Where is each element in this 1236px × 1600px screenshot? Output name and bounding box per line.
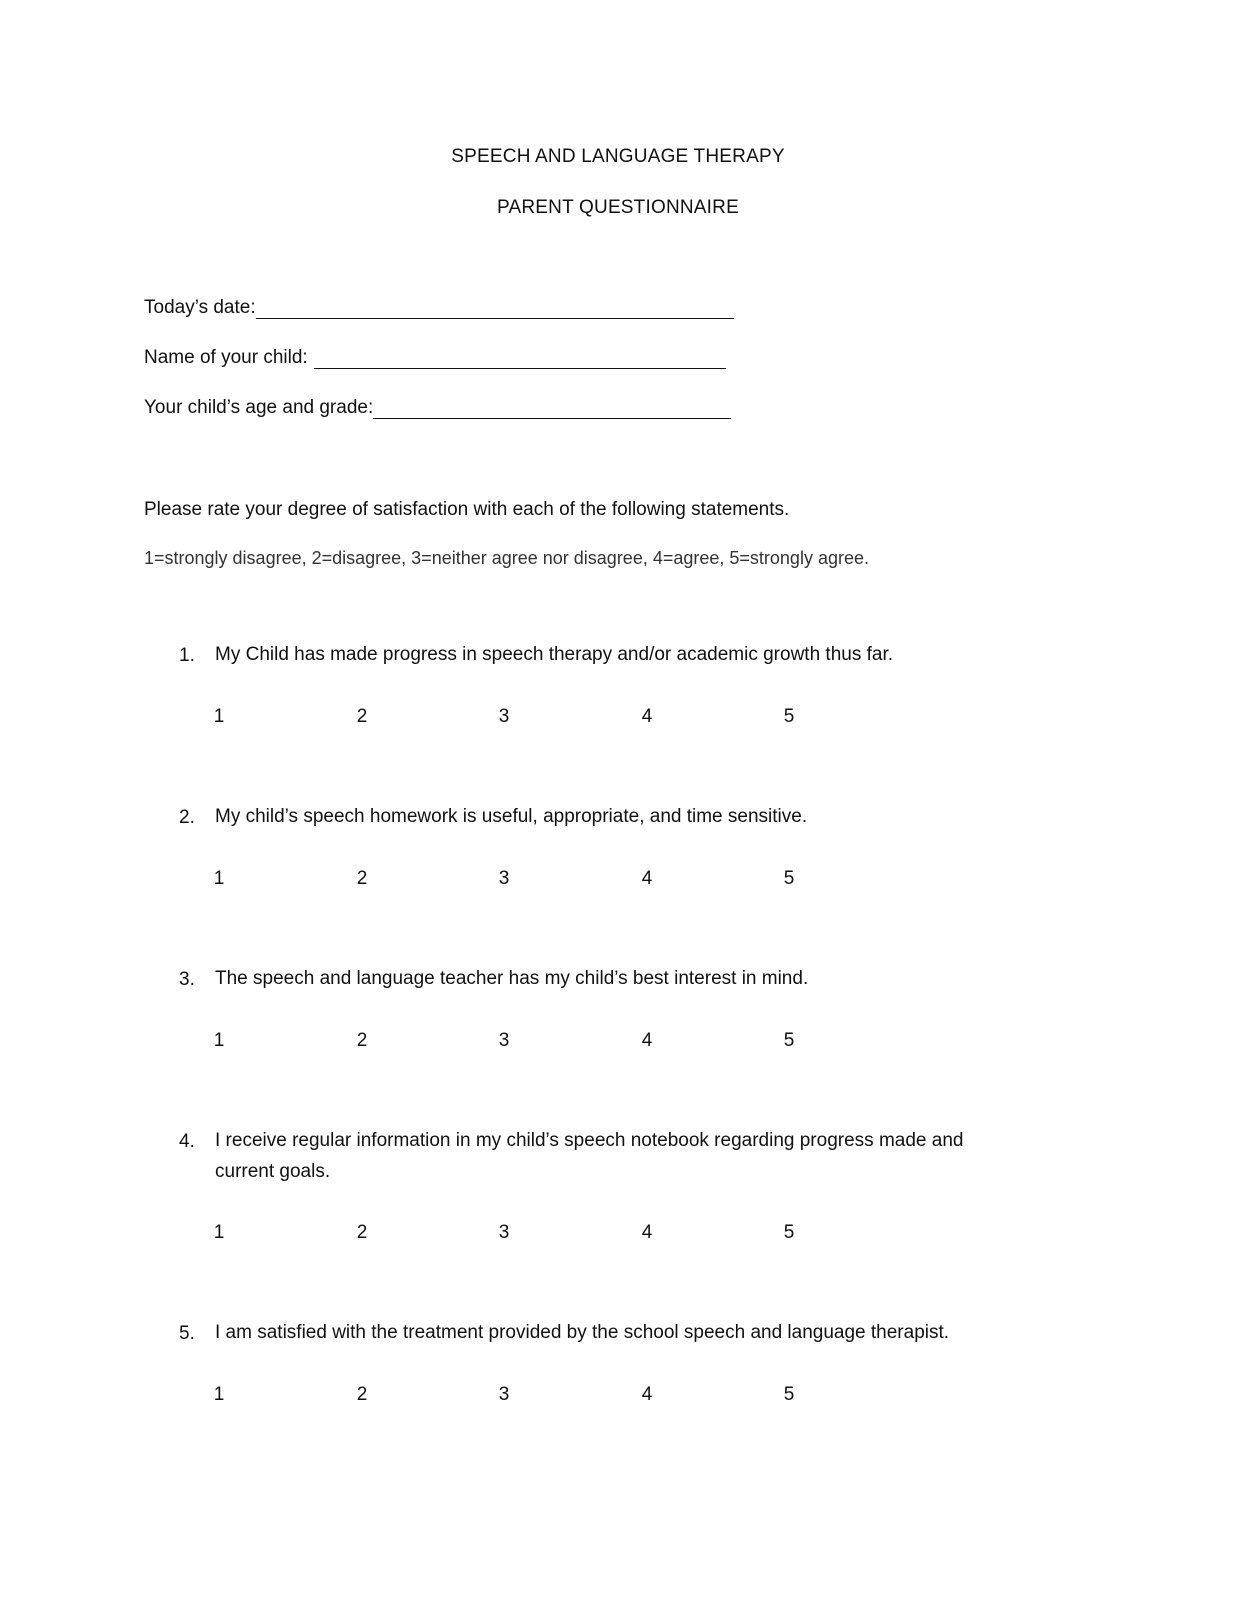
document-subtitle: PARENT QUESTIONNAIRE bbox=[497, 197, 739, 218]
rating-option-3[interactable]: 3 bbox=[498, 1384, 510, 1405]
rating-option-4[interactable]: 4 bbox=[641, 868, 653, 889]
question-text: My child’s speech homework is useful, appropriate, and time sensitive. bbox=[215, 806, 808, 827]
rating-option-1[interactable]: 1 bbox=[213, 1384, 225, 1405]
rating-option-2[interactable]: 2 bbox=[356, 1222, 368, 1243]
child-name-field bbox=[144, 347, 726, 369]
question-number: 3. bbox=[179, 969, 195, 990]
age-grade-label: Your child’s age and grade: bbox=[144, 397, 374, 418]
rating-option-3[interactable]: 3 bbox=[498, 706, 510, 727]
rating-option-3[interactable]: 3 bbox=[498, 1222, 510, 1243]
rating-option-1[interactable]: 1 bbox=[213, 1222, 225, 1243]
date-label: Today’s date: bbox=[144, 297, 256, 318]
rating-option-5[interactable]: 5 bbox=[783, 1384, 795, 1405]
age-grade-input-line[interactable] bbox=[373, 398, 731, 419]
question-text: I receive regular information in my child’s speech notebook regarding progress made and current goals. bbox=[215, 1130, 964, 1182]
rating-option-4[interactable]: 4 bbox=[641, 1030, 653, 1051]
rating-option-2[interactable]: 2 bbox=[356, 706, 368, 727]
rating-option-4[interactable]: 4 bbox=[641, 706, 653, 727]
question-number: 1. bbox=[179, 645, 195, 666]
rating-options bbox=[0, 868, 1236, 892]
child-name-label: Name of your child: bbox=[144, 347, 308, 368]
rating-options bbox=[0, 706, 1236, 730]
rating-option-5[interactable]: 5 bbox=[783, 706, 795, 727]
rating-option-3[interactable]: 3 bbox=[498, 868, 510, 889]
rating-option-1[interactable]: 1 bbox=[213, 868, 225, 889]
question-number: 5. bbox=[179, 1323, 195, 1344]
rating-option-3[interactable]: 3 bbox=[498, 1030, 510, 1051]
question-text: I am satisfied with the treatment provided by the school speech and language therapist. bbox=[215, 1322, 950, 1343]
rating-options bbox=[0, 1384, 1236, 1408]
rating-options bbox=[0, 1030, 1236, 1054]
rating-option-2[interactable]: 2 bbox=[356, 1384, 368, 1405]
date-input-line[interactable] bbox=[256, 298, 734, 319]
rating-option-2[interactable]: 2 bbox=[356, 1030, 368, 1051]
rating-option-1[interactable]: 1 bbox=[213, 1030, 225, 1051]
rating-option-1[interactable]: 1 bbox=[213, 706, 225, 727]
rating-option-4[interactable]: 4 bbox=[641, 1222, 653, 1243]
question-number: 4. bbox=[179, 1131, 195, 1152]
rating-option-5[interactable]: 5 bbox=[783, 868, 795, 889]
age-grade-field bbox=[144, 397, 731, 419]
question-text: My Child has made progress in speech therapy and/or academic growth thus far. bbox=[215, 644, 894, 665]
rating-option-5[interactable]: 5 bbox=[783, 1030, 795, 1051]
rating-option-2[interactable]: 2 bbox=[356, 868, 368, 889]
instructions-text: Please rate your degree of satisfaction with each of the following statements. bbox=[144, 499, 790, 520]
date-field bbox=[144, 297, 734, 319]
rating-option-4[interactable]: 4 bbox=[641, 1384, 653, 1405]
question-number: 2. bbox=[179, 807, 195, 828]
rating-scale-legend: 1=strongly disagree, 2=disagree, 3=neither agree nor disagree, 4=agree, 5=strongly agree. bbox=[144, 548, 869, 568]
question-text: The speech and language teacher has my child’s best interest in mind. bbox=[215, 968, 809, 989]
child-name-input-line[interactable] bbox=[314, 348, 726, 369]
document-title: SPEECH AND LANGUAGE THERAPY bbox=[451, 146, 785, 167]
rating-option-5[interactable]: 5 bbox=[783, 1222, 795, 1243]
rating-options bbox=[0, 1222, 1236, 1246]
